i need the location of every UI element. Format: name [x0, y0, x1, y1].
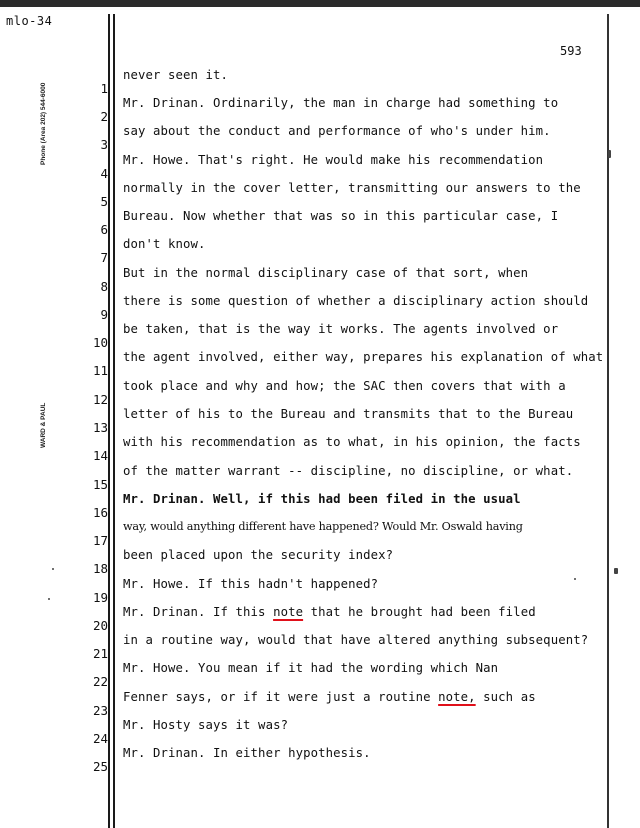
line-number: 19 — [92, 590, 108, 605]
transcript-line: Mr. Drinan. In either hypothesis. — [123, 746, 371, 760]
transcript-line: But in the normal disciplinary case of that sort, when — [123, 266, 529, 280]
line-text-end: such as — [475, 690, 536, 704]
transcript-line: Mr. Howe. You mean if it had the wording which Nan — [123, 661, 499, 675]
transcript-line: Mr. Hosty says it was? — [123, 718, 289, 732]
transcript-line: letter of his to the Bureau and transmits that to the Bureau — [123, 407, 574, 421]
line-number: 20 — [92, 618, 108, 633]
line-number: 22 — [92, 674, 108, 689]
line-number: 10 — [92, 335, 108, 350]
transcript-line: in a routine way, would that have altered anything subsequent? — [123, 633, 589, 647]
document-code: mlo-34 — [6, 14, 53, 28]
highlighted-word: note — [273, 605, 304, 619]
right-margin-rule — [607, 14, 609, 828]
line-number: 18 — [92, 561, 108, 576]
line-number: 24 — [92, 731, 108, 746]
line-number: 2 — [100, 109, 108, 124]
line-number: 5 — [100, 194, 108, 209]
line-text-end: that he brought had been filed — [303, 605, 536, 619]
transcript-line — [123, 690, 536, 704]
page-number: 593 — [560, 44, 582, 58]
transcript-line: Mr. Drinan. Ordinarily, the man in charge had something to — [123, 96, 559, 110]
line-text-start: Mr. Drinan. If this — [123, 605, 274, 619]
transcript-line: be taken, that is the way it works. The agents involved or — [123, 322, 559, 336]
line-number: 16 — [92, 505, 108, 520]
line-number: 25 — [92, 759, 108, 774]
transcript-line: Mr. Howe. That's right. He would make his recommendation — [123, 153, 544, 167]
line-number: 9 — [100, 307, 108, 322]
transcript-line — [123, 605, 536, 619]
line-number: 7 — [100, 250, 108, 265]
line-number: 12 — [92, 392, 108, 407]
transcript-line: been placed upon the security index? — [123, 548, 394, 562]
line-number: 23 — [92, 703, 108, 718]
line-number: 4 — [100, 166, 108, 181]
transcript-line: Mr. Howe. If this hadn't happened? — [123, 577, 379, 591]
left-margin-rule-inner — [113, 14, 115, 828]
scan-speck — [52, 568, 54, 570]
line-number: 17 — [92, 533, 108, 548]
transcript-line: normally in the cover letter, transmitting our answers to the — [123, 181, 581, 195]
reporter-firm: WARD & PAUL — [40, 402, 47, 448]
transcript-line: with his recommendation as to what, in his opinion, the facts — [123, 435, 581, 449]
transcript-line: don't know. — [123, 237, 206, 251]
line-number: 13 — [92, 420, 108, 435]
line-number: 11 — [92, 363, 108, 378]
left-margin-rule — [108, 14, 110, 828]
transcript-line: Bureau. Now whether that was so in this particular case, I — [123, 209, 559, 223]
transcript-line: way, would anything different have happened? Would Mr. Oswald having — [123, 520, 523, 533]
transcript-line: never seen it. — [123, 68, 229, 82]
scan-top-edge — [0, 0, 640, 7]
transcript-line: say about the conduct and performance of who's under him. — [123, 124, 551, 138]
line-number: 6 — [100, 222, 108, 237]
reporter-phone: Phone (Area 202) 544-6000 — [40, 82, 47, 165]
transcript-line: the agent involved, either way, prepares his explanation of what — [123, 350, 604, 364]
line-text-start: Fenner says, or if it were just a routine — [123, 690, 439, 704]
line-number: 21 — [92, 646, 108, 661]
scan-speck — [574, 578, 576, 580]
transcript-line: Mr. Drinan. Well, if this had been filed in the usual — [123, 492, 521, 506]
line-number: 14 — [92, 448, 108, 463]
line-number: 15 — [92, 477, 108, 492]
line-number: 8 — [100, 279, 108, 294]
transcript-line: of the matter warrant -- discipline, no discipline, or what. — [123, 464, 574, 478]
line-number: 1 — [100, 81, 108, 96]
scan-speck — [614, 568, 618, 574]
scan-speck — [48, 598, 50, 600]
transcript-line: there is some question of whether a disciplinary action should — [123, 294, 589, 308]
transcript-line: took place and why and how; the SAC then covers that with a — [123, 379, 566, 393]
line-number: 3 — [100, 137, 108, 152]
highlighted-word: note, — [438, 690, 476, 704]
scan-speck — [608, 150, 611, 158]
